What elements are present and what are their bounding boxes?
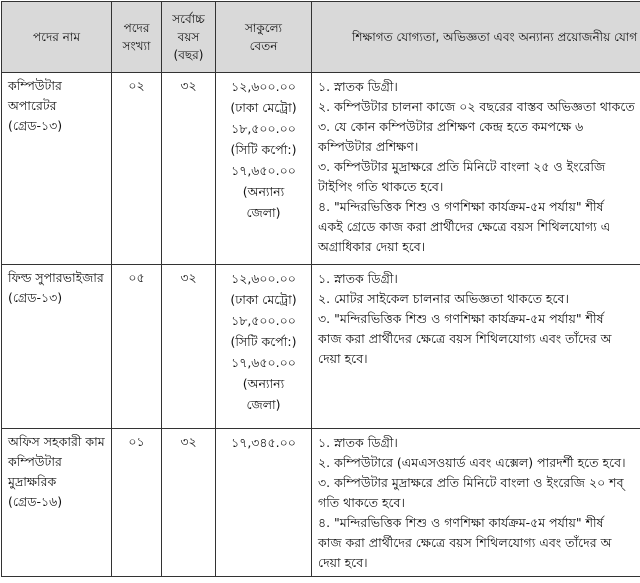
post-name-line: অফিস সহকারী কাম bbox=[8, 434, 105, 449]
requirement-line: ৪. "মন্দিরভিত্তিক শিশু ও গণশিক্ষা কার্যক্রম-৫ম পর্যায়" শীর্ষ bbox=[318, 199, 604, 214]
post-count-cell: ০২ bbox=[112, 73, 162, 265]
requirement-line: কাজ করা প্রার্থীদের ক্ষেত্রে বয়স শিথিলযোগ্য এবং তাঁদের অ bbox=[318, 331, 612, 346]
requirement-line: ৩. কম্পিউটার মুদ্রাক্ষরে প্রতি মিনিটে বাংলা ও ইংরেজি ২০ শব্ bbox=[318, 475, 624, 490]
table-row bbox=[2, 265, 640, 429]
requirement-line: ১. স্নাতক ডিগ্রী। bbox=[318, 435, 398, 450]
requirement-line: অগ্রাধিকার দেয়া হবে। bbox=[318, 239, 426, 254]
post-name-line: (গ্রেড-১৬) bbox=[8, 494, 63, 509]
salary-line: (সিটি কর্পো:) bbox=[230, 142, 297, 157]
post-count-cell: ০১ bbox=[112, 429, 162, 577]
requirement-line: একই গ্রেডে কাজ করা প্রার্থীদের ক্ষেত্রে বয়স শিথিলযোগ্য এ bbox=[318, 219, 611, 234]
salary-line: জেলা) bbox=[246, 205, 281, 220]
post-name-line: কম্পিউটার bbox=[8, 454, 62, 469]
salary-line: ১৮,৫০০.০০ bbox=[231, 313, 296, 328]
salary-line: (অন্যান্য bbox=[242, 184, 285, 199]
requirement-line: ৩. কম্পিউটার মুদ্রাক্ষরে প্রতি মিনিটে বাংলা ২৫ ও ইংরেজি bbox=[318, 159, 606, 174]
header-requirements: শিক্ষাগত যোগ্যতা, অভিজ্ঞতা এবং অন্যান্য প্রয়োজনীয় যোগ bbox=[312, 2, 640, 73]
salary-line: ১৭,৩৪৫.০০ bbox=[231, 435, 296, 450]
requirement-line: দেয়া হবে। bbox=[318, 555, 368, 570]
requirement-line: কম্পিউটার প্রশিক্ষণ। bbox=[318, 139, 419, 154]
salary-line: (ঢাকা মেট্রো) bbox=[230, 292, 297, 307]
header-row bbox=[2, 2, 640, 73]
salary-cell bbox=[216, 429, 312, 577]
salary-cell bbox=[216, 265, 312, 429]
requirement-line: ১. স্নাতক ডিগ্রী। bbox=[318, 79, 398, 94]
post-name-cell bbox=[2, 73, 112, 265]
max-age-cell: ৩২ bbox=[162, 73, 216, 265]
requirement-line: ২. কম্পিউটার চালনা কাজে ০২ বছরের বাস্তব অভিজ্ঞতা থাকতে bbox=[318, 99, 635, 114]
salary-line: ১৮,৫০০.০০ bbox=[231, 121, 296, 136]
requirement-line: ২. মোটর সাইকেল চালনার অভিজ্ঞতা থাকতে হবে। bbox=[318, 291, 569, 306]
max-age-cell: ৩২ bbox=[162, 429, 216, 577]
salary-line: ১২,৬০০.০০ bbox=[231, 271, 296, 286]
requirement-line: ১. স্নাতক ডিগ্রী। bbox=[318, 271, 398, 286]
post-name-cell bbox=[2, 265, 112, 429]
post-name-line: কম্পিউটার bbox=[8, 78, 62, 93]
salary-line: ১৭,৬৫০.০০ bbox=[231, 163, 296, 178]
requirement-line: ৩. "মন্দিরভিত্তিক শিশু ও গণশিক্ষা কার্যক্রম-৫ম পর্যায়" শীর্ষ bbox=[318, 311, 604, 326]
header-salary: সাকুল্যে বেতন bbox=[216, 2, 312, 73]
requirements-cell bbox=[312, 429, 640, 577]
max-age-cell: ৩২ bbox=[162, 265, 216, 429]
post-name-cell bbox=[2, 429, 112, 577]
requirement-line: ২. কম্পিউটারে (এমএসওয়ার্ড এবং এক্সেল) পারদর্শী হতে হবে। bbox=[318, 455, 626, 470]
salary-cell bbox=[216, 73, 312, 265]
salary-line: ১৭,৬৫০.০০ bbox=[231, 355, 296, 370]
requirement-line: গতি থাকতে হবে। bbox=[318, 495, 405, 510]
table-row bbox=[2, 73, 640, 265]
salary-line: (সিটি কর্পো:) bbox=[230, 334, 297, 349]
post-name-line: (গ্রেড-১৩) bbox=[8, 290, 63, 305]
salary-line: (ঢাকা মেট্রো) bbox=[230, 100, 297, 115]
requirement-line: ৩. যে কোন কম্পিউটার প্রশিক্ষণ কেন্দ্র হতে কমপক্ষে ৬ bbox=[318, 119, 584, 134]
header-max-age: সর্বোচ্চ বয়স (বছর) bbox=[162, 2, 216, 73]
requirement-line: কাজ করা প্রার্থীদের ক্ষেত্রে বয়স শিথিলযোগ্য এবং তাঁদের অ bbox=[318, 535, 612, 550]
salary-line: (অন্যান্য bbox=[242, 376, 285, 391]
requirement-line: ৪. "মন্দিরভিত্তিক শিশু ও গণশিক্ষা কার্যক্রম-৫ম পর্যায়" শীর্ষ bbox=[318, 515, 604, 530]
requirements-cell bbox=[312, 73, 640, 265]
requirement-line: টাইপিং গতি থাকতে হবে। bbox=[318, 179, 444, 194]
salary-line: ১২,৬০০.০০ bbox=[231, 79, 296, 94]
header-post-count: পদের সংখ্যা bbox=[112, 2, 162, 73]
post-count-cell: ০৫ bbox=[112, 265, 162, 429]
header-post-name: পদের নাম bbox=[2, 2, 112, 73]
job-vacancy-table bbox=[1, 1, 640, 577]
post-name-line: (গ্রেড-১৩) bbox=[8, 118, 63, 133]
requirement-line: দেয়া হবে। bbox=[318, 351, 368, 366]
table-row bbox=[2, 429, 640, 577]
post-name-line: ফিল্ড সুপারভাইজার bbox=[8, 270, 104, 285]
post-name-line: অপারেটর bbox=[8, 98, 57, 113]
salary-line: জেলা) bbox=[246, 397, 281, 412]
requirements-cell bbox=[312, 265, 640, 429]
post-name-line: মুদ্রাক্ষরিক bbox=[8, 474, 57, 489]
